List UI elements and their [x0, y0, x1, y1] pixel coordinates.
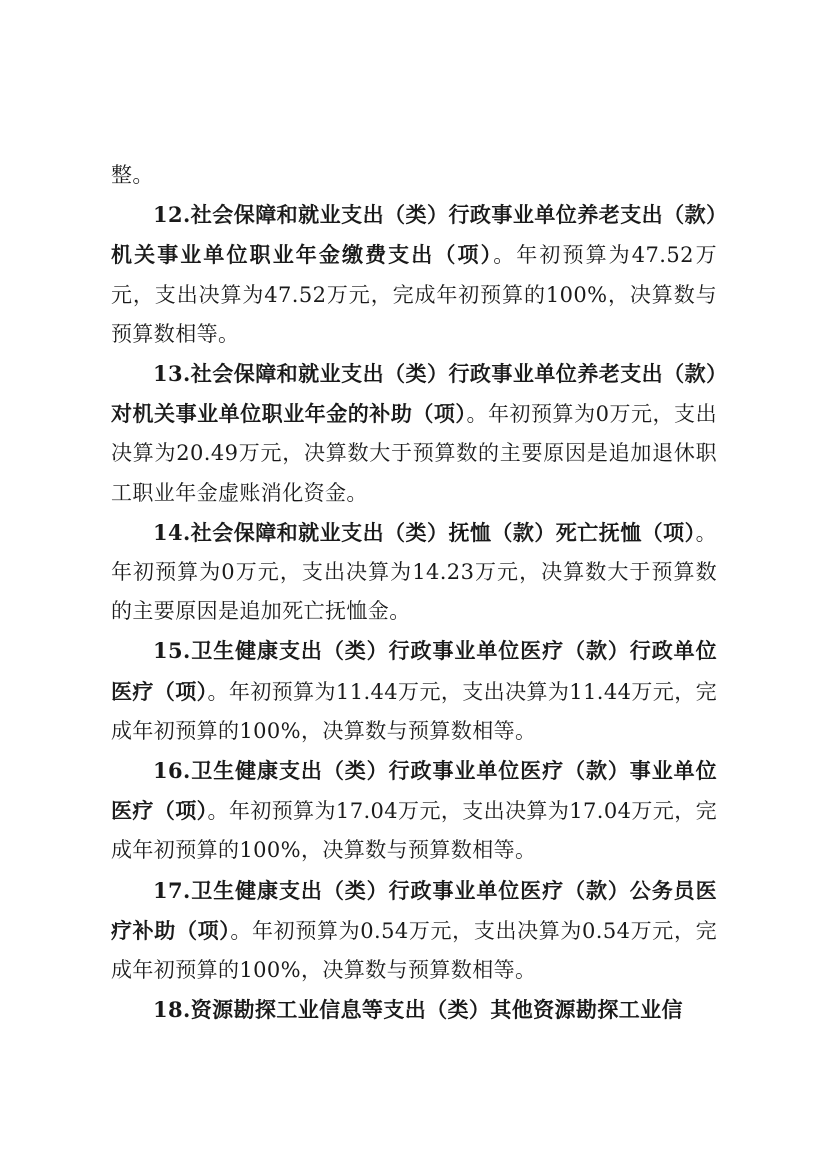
paragraph-12: [111, 195, 717, 354]
paragraph-body: 。年初预算为0.54万元，支出决算为0.54万元，完成年初预算的100%，决算数与预算数相等。: [111, 918, 717, 983]
continuation-text: 整。: [111, 163, 154, 187]
paragraph-heading: 17.卫生健康支出（类）行政事业单位医疗（款）公务员医疗补助（项）: [111, 877, 717, 943]
paragraph-body: 。年初预算为0万元，支出决算为20.49万元，决算数大于预算数的主要原因是追加退休职工职业年金虚账消化资金。: [111, 402, 717, 505]
paragraph-body: 。年初预算为0万元，支出决算为14.23万元，决算数大于预算数的主要原因是追加死亡抚恤金。: [111, 520, 717, 624]
paragraph-body: 。年初预算为11.44万元，支出决算为11.44万元，完成年初预算的100%，决算数与预算数相等。: [111, 679, 718, 743]
paragraph-15: [111, 631, 717, 751]
paragraph-heading: 18.资源勘探工业信息等支出（类）其他资源勘探工业信: [153, 997, 683, 1023]
paragraph-17: [111, 871, 717, 991]
paragraph-heading: 16.卫生健康支出（类）行政事业单位医疗（款）事业单位医疗（项）: [111, 758, 717, 824]
paragraph-16: [111, 751, 717, 871]
paragraph-heading: 13.社会保障和就业支出（类）行政事业单位养老支出（款）对机关事业单位职业年金的补助（项）: [111, 361, 717, 427]
paragraph-heading: 15.卫生健康支出（类）行政事业单位医疗（款）行政单位医疗（项）: [111, 638, 717, 704]
paragraph-heading: 14.社会保障和就业支出（类）抚恤（款）死亡抚恤（项）: [153, 519, 696, 545]
paragraph-body: 。年初预算为47.52万元，支出决算为47.52万元，完成年初预算的100%，决算数与预算数相等。: [111, 243, 717, 346]
document-body: [111, 156, 717, 1030]
paragraph-14: [111, 513, 717, 632]
paragraph-13: [111, 354, 717, 513]
paragraph-18: [111, 990, 717, 1030]
paragraph-body: 。年初预算为17.04万元，支出决算为17.04万元，完成年初预算的100%，决算数与预算数相等。: [111, 799, 718, 863]
paragraph-heading: 12.社会保障和就业支出（类）行政事业单位养老支出（款）机关事业单位职业年金缴费支出（项）: [111, 202, 717, 268]
